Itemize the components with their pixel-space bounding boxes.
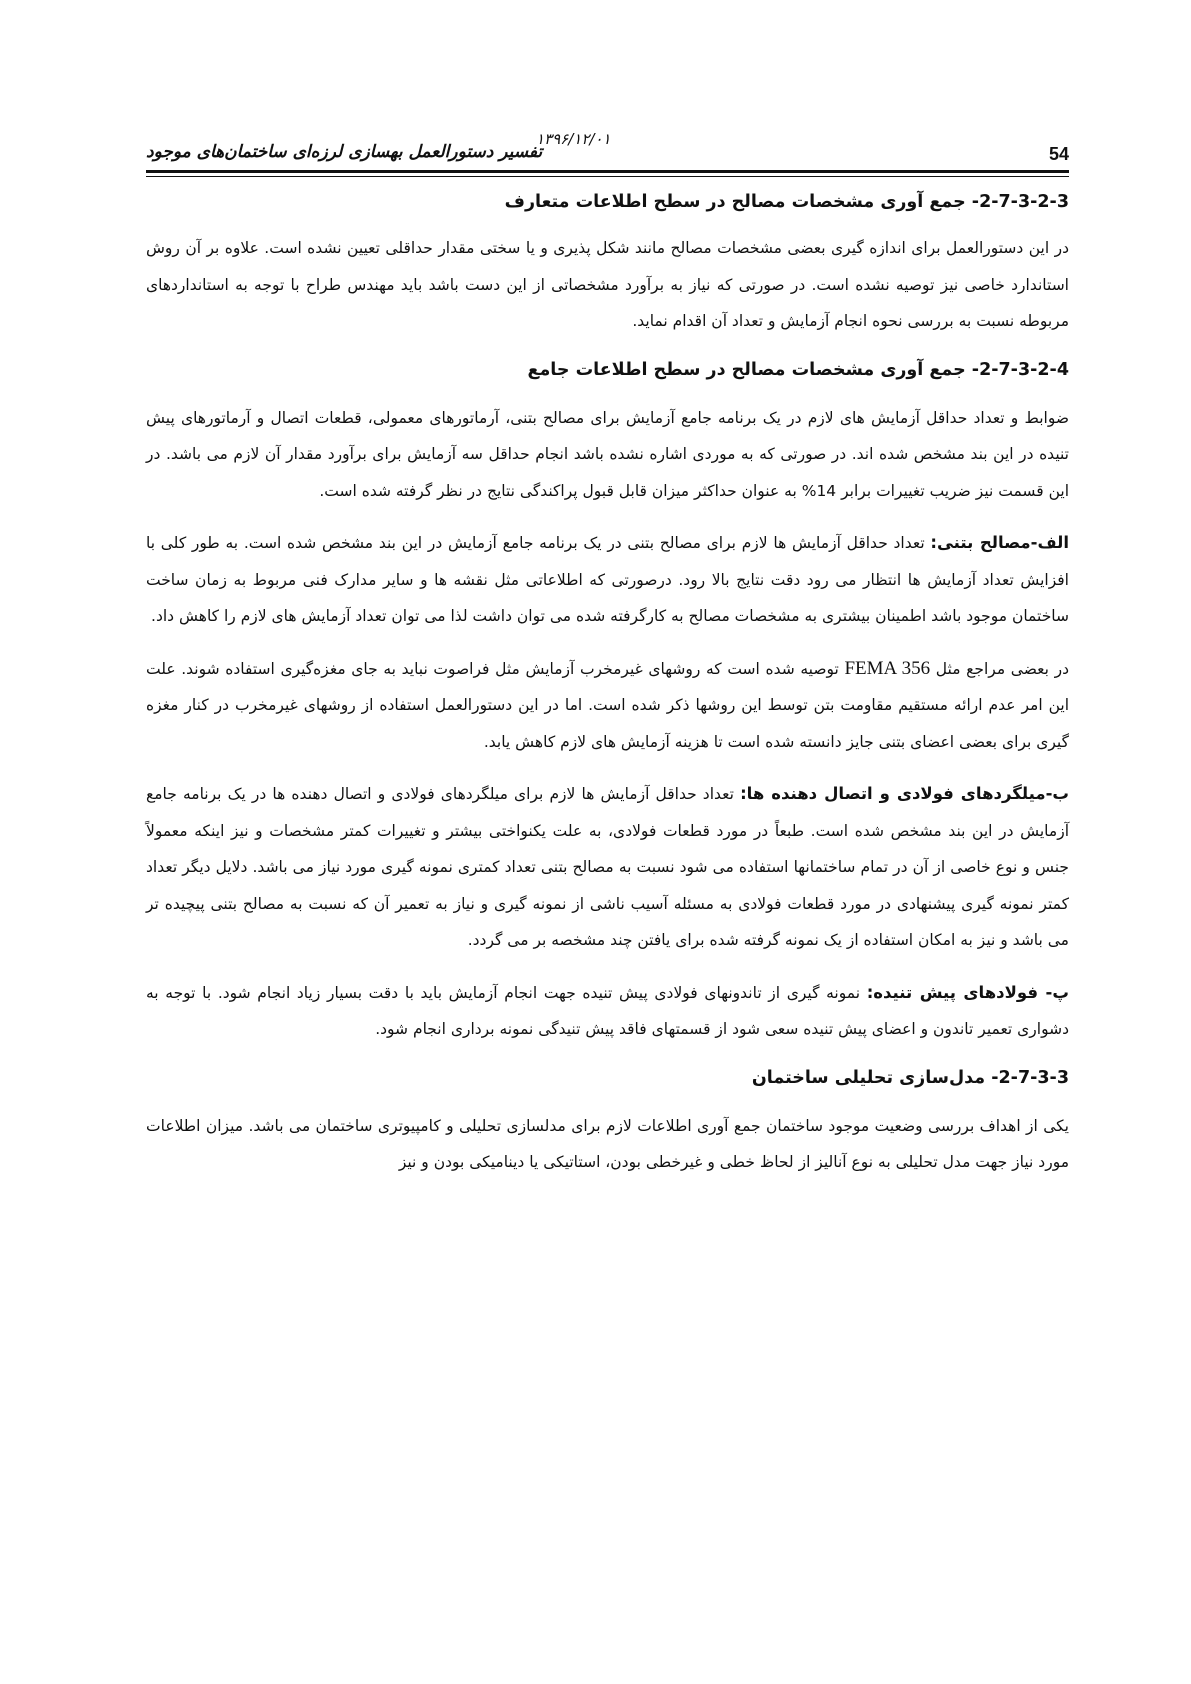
header-rule-thin — [146, 176, 1069, 177]
section-heading-material-conventional: 2-7-3-2-3- جمع آوری مشخصات مصالح در سطح اطلاعات متعارف — [504, 192, 1069, 212]
text-ndt-after: توصیه شده است که روشهای غیرمخرب آزمایش مثل فراصوت نباید به جای مغزه‌گیری استفاده شوند. علت این امر عدم ارائه مستقیم مقاومت بتن توسط این روشها ذکر شده است. اما در این دستورالعمل استفاده از روشهای غیرمخرب در کنار مغزه گیری برای بعضی اعضای بتنی جایز دانسته شده است تا هزینه آزمایش های لازم کاهش یابد. — [146, 659, 1069, 751]
header-title: تفسیر دستورالعمل بهسازی لرزه‌ای ساختمان‌های موجود — [146, 142, 543, 162]
paragraph-steel-rebars — [146, 776, 1069, 959]
page-content — [146, 184, 1069, 1181]
header-rule — [146, 170, 1069, 173]
lead-prestress: پ- فولادهای پیش تنیده: — [866, 982, 1069, 1002]
text-ndt-before: در بعضی مراجع مثل — [930, 659, 1069, 678]
lead-steel: ب-میلگردهای فولادی و اتصال دهنده ها: — [740, 784, 1069, 803]
text-concrete: تعداد حداقل آزمایش ها لازم برای مصالح بتنی در یک برنامه جامع آزمایش در این بند مشخص شده است. به طور کلی با افزایش تعداد آزمایش ها انتظار می رود دقت نتایج بالا رود. درصورتی که اطلاعاتی مثل نقشه ها و سایر مدارک فنی مربوط به زمان ساخت ساختمان موجود باشد اطمینان بیشتری به مشخصات مصالح به کارگرفته شده می توان داشت لذا می توان تعداد آزمایش های لازم را کاهش داد. — [146, 534, 1069, 625]
running-header — [146, 128, 1069, 168]
reference-fema: FEMA 356 — [844, 657, 931, 679]
lead-concrete: الف-مصالح بتنی: — [930, 533, 1069, 552]
header-date: ۱۳۹۶/۱۲/۰۱ — [536, 130, 611, 148]
section-heading-analytical-modeling: 2-7-3-3- مدل‌سازی تحلیلی ساختمان — [751, 1067, 1069, 1088]
section-heading-material-comprehensive: 2-7-3-2-4- جمع آوری مشخصات مصالح در سطح اطلاعات جامع — [527, 359, 1069, 380]
paragraph-conventional-level: در این دستورالعمل برای اندازه گیری بعضی مشخصات مصالح مانند شکل پذیری و یا سختی مقدار حداقلی تعیین نشده است. علاوه بر آن روش استاندارد خاصی نیز توصیه نشده است. در صورتی که نیاز به برآورد مشخصاتی از این دست باشد باید مهندس طراح با توجه به استانداردهای مربوطه نسبت به بررسی نحوه انجام آزمایش و تعداد آن اقدام نماید. — [146, 239, 1069, 330]
paragraph-comprehensive-level: ضوابط و تعداد حداقل آزمایش های لازم در یک برنامه جامع آزمایش برای مصالح بتنی، آرماتورهای معمولی، قطعات اتصال و آرماتورهای پیش تنیده در این بند مشخص شده اند. در صورتی که به موردی اشاره نشده باشد انجام حداقل سه آزمایش برای برآورد مقدار آن لازم می باشد. در این قسمت نیز ضریب تغییرات برابر 14% به عنوان حداکثر میزان قابل قبول پراکندگی نتایج در نظر گرفته شده است. — [146, 408, 1069, 500]
paragraph-analytical-modeling: یکی از اهداف بررسی وضعیت موجود ساختمان جمع آوری اطلاعات لازم برای مدلسازی تحلیلی و کامپیوتری ساختمان می باشد. میزان اطلاعات مورد نیاز جهت مدل تحلیلی به نوع آنالیز از لحاظ خطی و غیرخطی بودن، استاتیکی یا دینامیکی بودن و نیز — [146, 1116, 1069, 1171]
paragraph-nondestructive-testing — [146, 651, 1069, 761]
paragraph-concrete-materials — [146, 525, 1069, 635]
page-number: 54 — [1048, 144, 1069, 164]
paragraph-prestressing-steel — [146, 975, 1069, 1048]
text-steel: تعداد حداقل آزمایش ها لازم برای میلگردهای فولادی و اتصال دهنده ها در یک برنامه جامع آزمایش در این بند مشخص شده است. طبعاً در مورد قطعات فولادی، به علت یکنواختی بیشتر و تغییرات کمتر مشخصات و نیز اینکه معمولاً جنس و نوع خاصی از آن در تمام ساختمانها استفاده می شود نسبت به مصالح بتنی تعداد کمتری نمونه گیری مورد نیاز می باشد. دلایل دیگر تعداد کمتر نمونه گیری پیشنهادی در مورد قطعات فولادی به مسئله آسیب ناشی از نمونه گیری و نیاز به تعمیر آن که نسبت به مصالح بتنی پیچیده تر می باشد و نیز به امکان استفاده از یک نمونه گرفته شده برای یافتن چند مشخصه بر می گردد. — [146, 785, 1069, 949]
text-prestress: نمونه گیری از تاندونهای فولادی پیش تنیده جهت انجام آزمایش باید با دقت بسیار زیاد انجام شود. با توجه به دشواری تعمیر تاندون و اعضای پیش تنیده سعی شود از قسمتهای فاقد پیش تنیدگی نمونه برداری انجام شود. — [146, 983, 1069, 1038]
